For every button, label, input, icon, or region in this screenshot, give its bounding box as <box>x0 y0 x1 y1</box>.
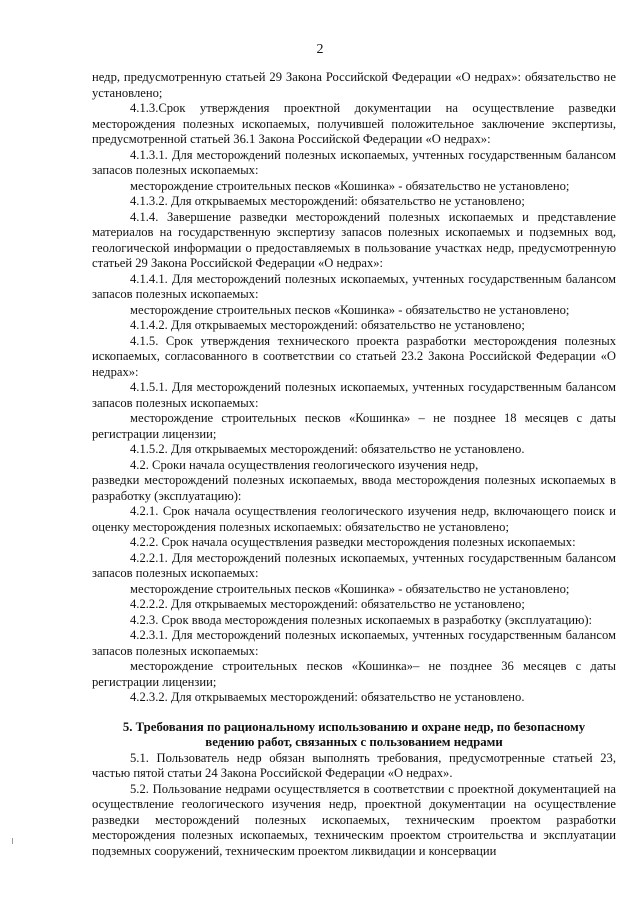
paragraph: 4.2. Сроки начала осуществления геологического изучения недр, <box>130 457 479 472</box>
paragraph: месторождение строительных песков «Кошинка» – не позднее 18 месяцев с даты регистрации лицензии; <box>92 411 616 441</box>
paragraph: 4.1.4. Завершение разведки месторождений полезных ископаемых и представление материалов на государственную экспертизу запасов полезных ископаемых и подземных вод, геологической информации о предоставляемых в пользование участках недр, предусмотренную статьей 29 Закона Российской Федерации «О недрах»: <box>92 209 616 270</box>
paragraph: 4.1.5.2. Для открываемых месторождений: обязательство не установлено. <box>130 442 525 456</box>
paragraph: 4.2.3.2. Для открываемых месторождений: обязательство не установлено. <box>130 690 525 704</box>
paragraph: 4.1.4.1. Для месторождений полезных ископаемых, учтенных государственным балансом запасов полезных ископаемых: <box>92 271 616 301</box>
section-paragraph-list <box>92 751 616 860</box>
paragraph: 4.2.1. Срок начала осуществления геологического изучения недр, включающего поиск и оценку месторождения полезных ископаемых: обязательство не установлено; <box>92 504 616 534</box>
paragraph: недр, предусмотренную статьей 29 Закона Российской Федерации «О недрах»: обязательство не установлено; <box>92 70 616 100</box>
paragraph: 4.1.5. Срок утверждения технического проекта разработки месторождения полезных ископаемых, согласованного в соответствии со статьей 23.2 Закона Российской Федерации «О недрах»: <box>92 333 616 379</box>
paragraph: 4.2.2.2. Для открываемых месторождений: обязательство не установлено; <box>130 597 525 611</box>
paragraph: 4.2.3. Срок ввода месторождения полезных ископаемых в разработку (эксплуатацию): <box>130 612 593 627</box>
section-heading: 5. Требования по рациональному использованию и охране недр, по безопасному ведению работ, связанных с пользованием недрами <box>122 719 586 749</box>
paragraph: месторождение строительных песков «Кошинка» - обязательство не установлено; <box>130 178 570 193</box>
page-number: 2 <box>316 42 324 57</box>
paragraph: 5.1. Пользователь недр обязан выполнять требования, предусмотренные статьей 23, частью пятой статьи 24 Закона Российской Федерации «О недрах». <box>92 750 616 780</box>
paragraph: 4.1.3.1. Для месторождений полезных ископаемых, учтенных государственным балансом запасов полезных ископаемых: <box>92 147 616 177</box>
paragraph: 5.2. Пользование недрами осуществляется в соответствии с проектной документацией на осуществление геологического изучения недр, проектной документации на осуществление разведки месторождений полезных ископаемых, техническим проектом разработки месторождения полезных ископаемых, техническим проектом строительства и эксплуатации подземных сооружений, техническим проектом ликвидации и консервации <box>92 781 616 858</box>
document-body <box>92 70 616 859</box>
margin-mark <box>12 838 13 844</box>
paragraph: 4.1.3.Срок утверждения проектной документации на осуществление разведки месторождения полезных ископаемых, получившей положительное заключение экспертизы, предусмотренной статьей 36.1 Закона Российской Федерации «О недрах»: <box>92 101 616 146</box>
paragraph: месторождение строительных песков «Кошинка» - обязательство не установлено; <box>130 581 570 596</box>
paragraph: 4.2.2. Срок начала осуществления разведки месторождения полезных ископаемых: <box>130 535 576 549</box>
paragraph: 4.2.3.1. Для месторождений полезных ископаемых, учтенных государственным балансом запасов полезных ископаемых: <box>92 628 616 658</box>
paragraph: 4.1.4.2. Для открываемых месторождений: обязательство не установлено; <box>130 318 525 332</box>
paragraph: 4.2.2.1. Для месторождений полезных ископаемых, учтенных государственным балансом запасов полезных ископаемых: <box>92 550 616 580</box>
paragraph: месторождение строительных песков «Кошинка»– не позднее 36 месяцев с даты регистрации лицензии; <box>92 659 616 689</box>
paragraph: 4.1.3.2. Для открываемых месторождений: обязательство не установлено; <box>130 194 525 208</box>
paragraph-list <box>92 70 616 706</box>
paragraph: 4.1.5.1. Для месторождений полезных ископаемых, учтенных государственным балансом запасов полезных ископаемых: <box>92 380 616 410</box>
paragraph: разведки месторождений полезных ископаемых, ввода месторождения полезных ископаемых в разработку (эксплуатацию): <box>92 473 616 503</box>
paragraph: месторождение строительных песков «Кошинка» - обязательство не установлено; <box>130 302 570 317</box>
